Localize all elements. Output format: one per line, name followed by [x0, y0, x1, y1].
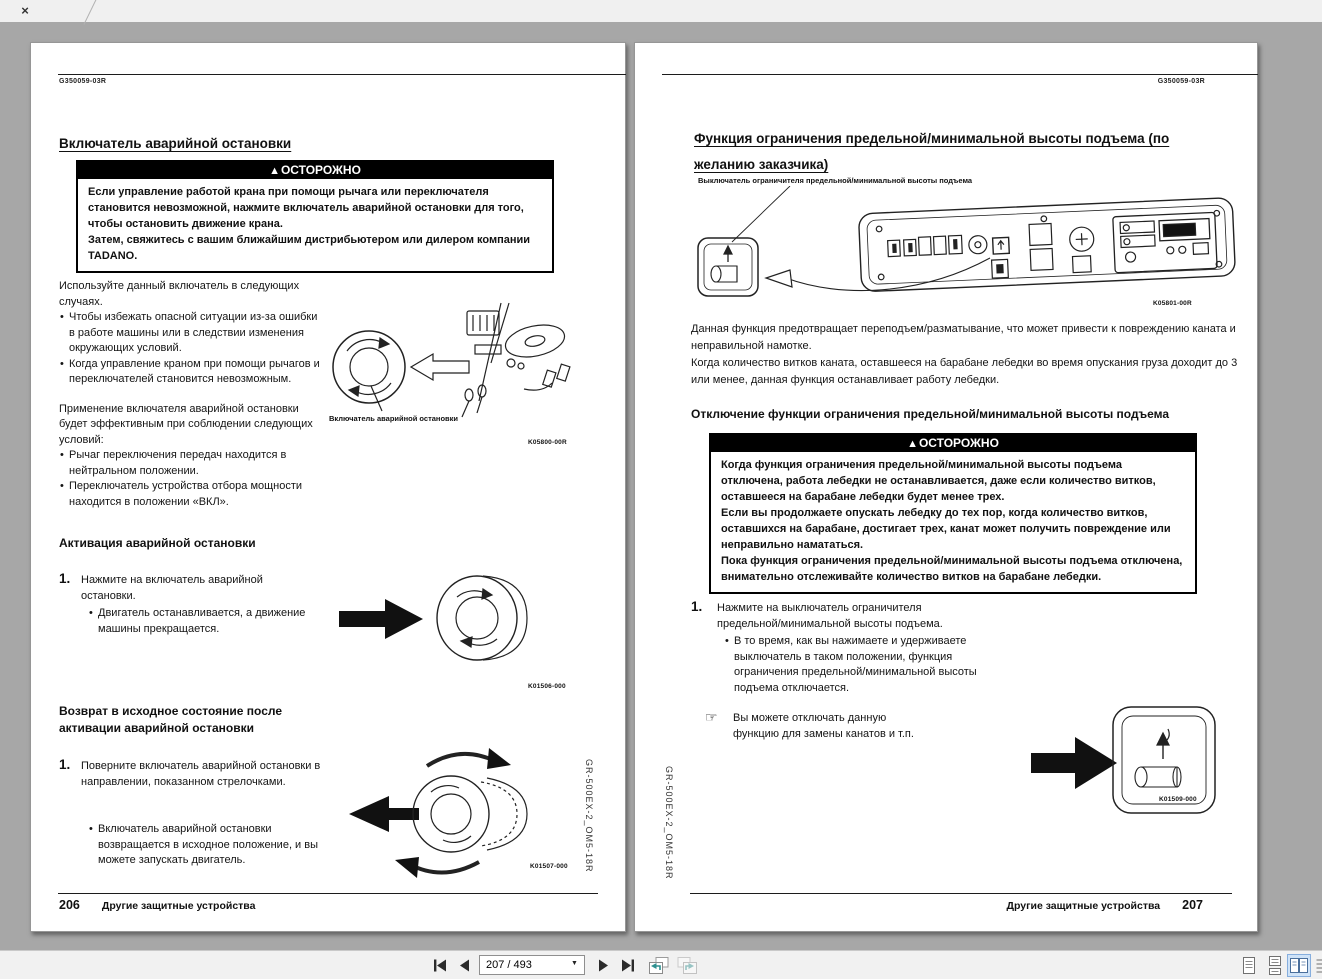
- two-page-view-button[interactable]: [1287, 954, 1311, 977]
- warning-paragraph: Пока функция ограничения предельной/минимальной высоты подъема отключена, внимательно отслеживайте количество витков на барабане лебедки.: [721, 555, 1183, 583]
- paragraph: Данная функция предотвращает переподъем/разматывание, что может привести к повреждению каната и неправильной намотке.: [691, 323, 1236, 352]
- footer-rule: [58, 893, 598, 894]
- emergency-stop-location-figure: [319, 301, 574, 451]
- single-page-view-icon: [1241, 956, 1257, 975]
- list-item: • Чтобы избежать опасной ситуации из-за ошибки в работе машины или в следствии изменения окружающих условий.: [59, 310, 323, 357]
- next-page-button[interactable]: [598, 959, 609, 975]
- page-footer: [59, 898, 255, 912]
- intro-line: Используйте данный включатель в следующих случаях.: [59, 280, 300, 308]
- previous-page-button[interactable]: [459, 959, 470, 975]
- page-title: Функция ограничения предельной/минимальной высоты подъема (по желанию заказчика): [694, 131, 1170, 172]
- warning-title: ОСТОРОЖНО: [280, 163, 361, 177]
- warning-paragraph: Если управление работой крана при помощи рычага или переключателя становится невозможной, нажмите включатель аварийной остановки для того, чтобы остановить движение крана.: [88, 186, 524, 230]
- document-canvas: [0, 22, 1322, 950]
- step-sub-bullet: • Двигатель останавливается, а движение машины прекращается.: [89, 606, 311, 637]
- previous-page-icon: [459, 959, 470, 972]
- spine-code: GR-500EX-2_OM5-18R: [664, 766, 674, 880]
- footer-page-number: 207: [1182, 898, 1203, 912]
- figure-code: K05800-00R: [528, 439, 567, 446]
- press-button-figure: [331, 561, 566, 679]
- next-page-icon: [598, 959, 609, 972]
- pdf-page-right: [634, 42, 1258, 932]
- combobox-dropdown-arrow-icon[interactable]: ▼: [571, 960, 578, 967]
- note-hand-icon: ☞: [705, 709, 718, 725]
- step-sub-bullet: • Включатель аварийной остановки возвращается в исходное положение, и вы можете запускать двигатель.: [89, 822, 327, 869]
- limit-switch-figure: [1025, 691, 1225, 831]
- warning-triangle-icon: ▲: [907, 438, 918, 450]
- warning-paragraph: Когда функция ограничения предельной/минимальной высоты подъема отключена, работа лебедки не останавливается, даже если количество витков, оставшееся на барабане лебедки будет менее трех.: [721, 459, 1156, 503]
- tab-edge: [83, 0, 97, 25]
- doc-code: G350059-03R: [59, 78, 107, 85]
- note-text: Вы можете отключать данную функцию для замены канатов и т.п.: [733, 712, 914, 740]
- step-text: Нажмите на включатель аварийной остановки.: [81, 574, 263, 602]
- single-page-view-button[interactable]: [1237, 954, 1261, 977]
- page-indicator-combobox[interactable]: 207 / 493: [479, 955, 585, 975]
- figure-code: K01507-000: [530, 863, 568, 870]
- page-title: Включатель аварийной остановки: [59, 136, 292, 151]
- function-description: [691, 321, 1239, 389]
- header-rule: [662, 74, 1258, 75]
- previous-view-button[interactable]: [648, 956, 670, 978]
- step-number: 1.: [59, 757, 71, 772]
- continuous-view-icon: [1267, 956, 1283, 975]
- usage-text-column: [59, 279, 323, 510]
- footer-rule: [690, 893, 1232, 894]
- list-item: • Рычаг переключения передач находится в нейтральном положении.: [59, 448, 323, 479]
- warning-paragraph: Если вы продолжаете опускать лебедку до тех пор, когда количество витков, оставшихся на барабане, достигает трех, канат может получить повреждение или неправильно намататься.: [721, 507, 1171, 551]
- list-item: • Когда управление краном при помощи рычагов и переключателей становится невозможным.: [59, 357, 323, 388]
- header-rule: [58, 74, 626, 75]
- next-view-icon: [676, 956, 698, 975]
- close-tab-button[interactable]: ×: [21, 3, 29, 18]
- doc-code: G350059-03R: [1157, 78, 1205, 85]
- step-text: Нажмите на выключатель ограничителя предельной/минимальной высоты подъема.: [717, 602, 943, 630]
- figure-code: K05801-00R: [1153, 300, 1192, 307]
- spine-code: GR-500EX-2_OM5-18R: [584, 759, 594, 873]
- footer-section-label: Другие защитные устройства: [1006, 900, 1161, 912]
- warning-box: [76, 160, 554, 273]
- section-heading: Активация аварийной остановки: [59, 536, 256, 550]
- reading-view-button[interactable]: [1313, 954, 1322, 977]
- first-page-button[interactable]: [432, 959, 448, 975]
- continuous-view-button[interactable]: [1263, 954, 1287, 977]
- navigation-toolbar: [0, 950, 1322, 979]
- paragraph: Когда количество витков каната, оставшееся на барабане лебедки во время опускания груза доходит до 3 или менее, данная функция останавливает работу лебедки.: [691, 357, 1238, 386]
- step-number: 1.: [59, 571, 71, 586]
- first-page-icon: [432, 959, 448, 972]
- two-page-view-icon: [1289, 957, 1309, 974]
- figure-label: Выключатель ограничителя предельной/минимальной высоты подъема: [698, 176, 973, 185]
- warning-paragraph: Затем, свяжитесь с вашим ближайшим дистрибьютером или дилером компании TADANO.: [88, 234, 531, 262]
- tab-strip: [0, 0, 1322, 22]
- warning-triangle-icon: ▲: [269, 165, 280, 177]
- last-page-button[interactable]: [620, 959, 636, 975]
- figure-code: K01506-000: [528, 683, 566, 690]
- warning-header: [78, 162, 552, 179]
- figure-label: Включатель аварийной остановки: [329, 414, 459, 423]
- pdf-page-left: [30, 42, 626, 932]
- list-item: • Переключатель устройства отбора мощности находится в положении «ВКЛ».: [59, 479, 323, 510]
- section-heading: Отключение функции ограничения предельной/минимальной высоты подъема: [691, 407, 1170, 421]
- warning-box: [709, 433, 1197, 594]
- warning-title: ОСТОРОЖНО: [918, 436, 999, 450]
- conditions-paragraph: Применение включателя аварийной остановки будет эффективным при соблюдении следующих условий:: [59, 402, 313, 446]
- section-heading: Возврат в исходное состояние после активации аварийной остановки: [59, 704, 283, 735]
- last-page-icon: [620, 959, 636, 972]
- step-text: Поверните включатель аварийной остановки в направлении, показанном стрелочками.: [81, 760, 321, 788]
- next-view-button[interactable]: [676, 956, 698, 978]
- footer-page-number: 206: [59, 898, 80, 912]
- figure-code: K01509-000: [1159, 796, 1197, 803]
- page-footer: [1007, 898, 1203, 912]
- step-number: 1.: [691, 599, 703, 614]
- previous-view-icon: [648, 956, 670, 975]
- step-sub-bullet: • В то время, как вы нажимаете и удерживаете выключатель в таком положении, функция ограничения предельной/минимальной высоты подъема отключается.: [725, 634, 977, 696]
- control-panel-figure: [690, 186, 1252, 314]
- warning-header: [711, 435, 1195, 452]
- footer-section-label: Другие защитные устройства: [101, 900, 256, 912]
- reading-view-icon: [1315, 957, 1322, 974]
